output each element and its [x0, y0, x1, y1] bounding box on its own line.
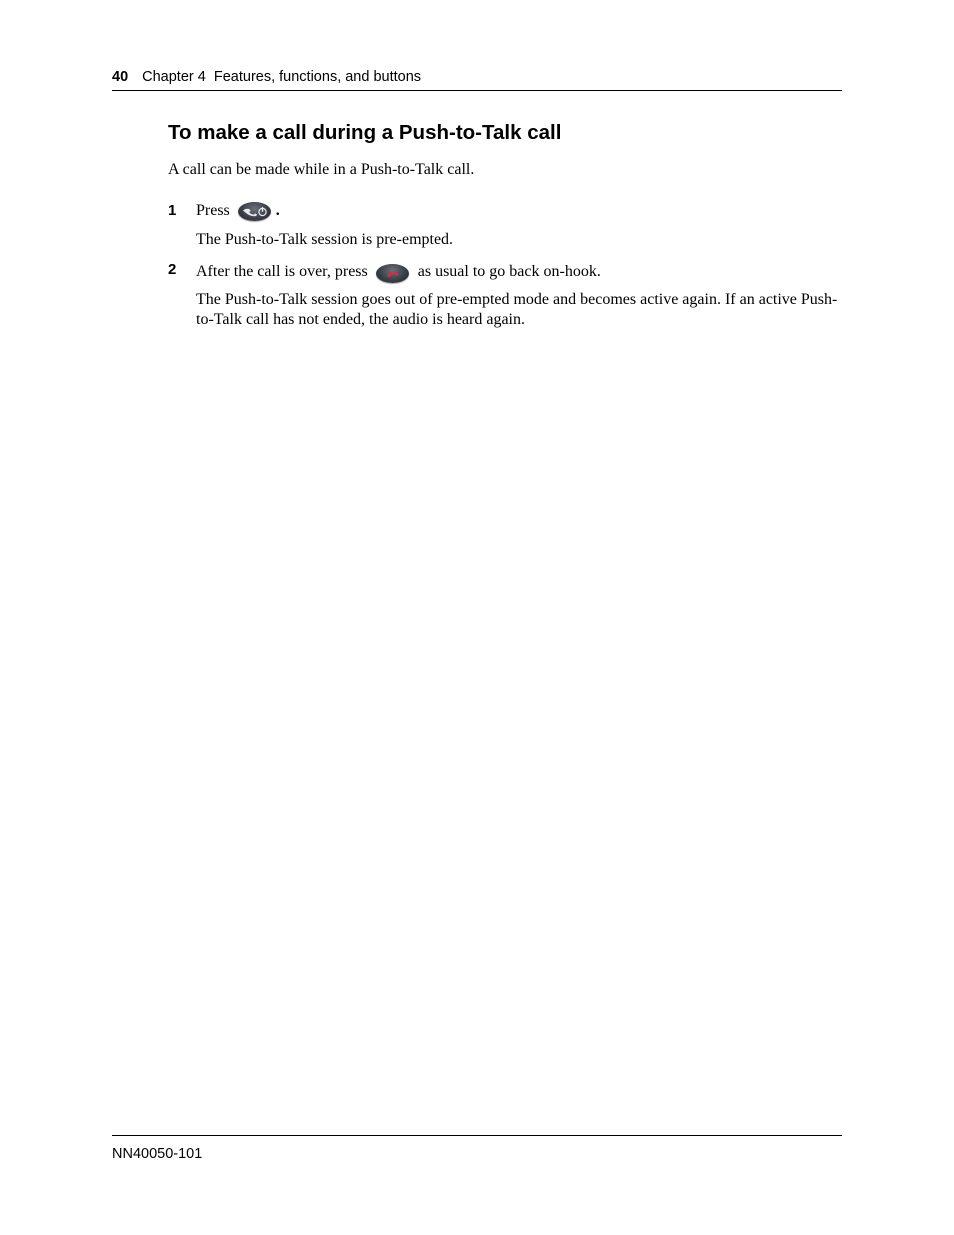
page-number: 40	[112, 69, 129, 85]
step-1-result: The Push-to-Talk session is pre-empted.	[196, 231, 454, 248]
step-2-text: After the call is over, press	[196, 262, 368, 280]
step-2-number: 2	[168, 261, 177, 278]
footer-divider	[112, 1135, 842, 1136]
step-2-text-after: as usual to go back on-hook.	[417, 262, 601, 280]
running-header	[112, 68, 842, 91]
call-power-key-icon	[238, 202, 271, 221]
step-1-period: .	[275, 202, 280, 219]
document-number: NN40050-101	[112, 1146, 203, 1162]
step-1-text: Press	[196, 202, 230, 219]
step-1-instruction	[196, 201, 280, 221]
step-2-result: The Push-to-Talk session goes out of pre-empted mode and becomes active again. If an active Push-to-Talk call has not ended, the audio is heard again.	[196, 291, 838, 328]
section-title: To make a call during a Push-to-Talk call	[168, 121, 562, 144]
end-call-key-icon	[376, 264, 409, 283]
step-1-number: 1	[168, 202, 177, 219]
intro-paragraph: A call can be made while in a Push-to-Talk call.	[168, 161, 475, 178]
chapter-title: Chapter 4 Features, functions, and buttons	[142, 69, 422, 85]
step-2-instruction	[196, 260, 601, 283]
